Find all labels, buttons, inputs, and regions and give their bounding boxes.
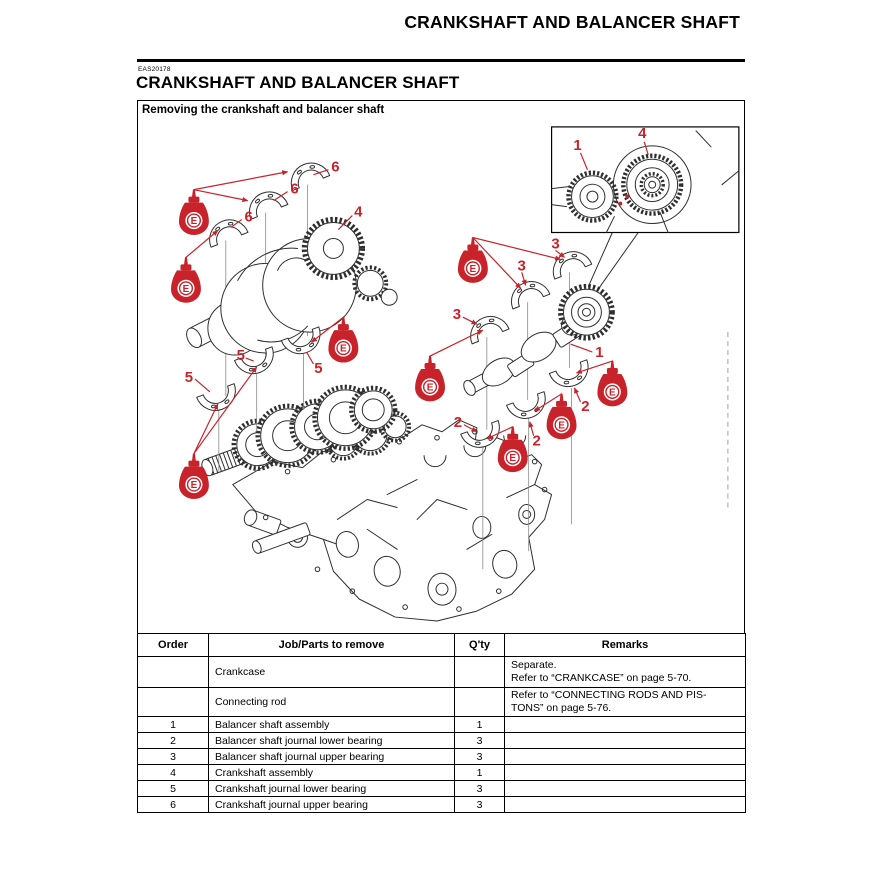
qty-cell: 3 xyxy=(455,797,505,813)
table-row xyxy=(138,797,746,813)
callout-2: 2 xyxy=(581,397,590,415)
callout-3: 3 xyxy=(452,306,462,324)
callout-2: 2 xyxy=(453,413,463,431)
remarks-cell xyxy=(505,717,746,733)
order-cell: 1 xyxy=(138,717,209,733)
header-job: Job/Parts to remove xyxy=(209,634,455,657)
header-qty: Q'ty xyxy=(455,634,505,657)
callout-5: 5 xyxy=(236,347,245,365)
figure-box xyxy=(137,100,745,634)
remarks-cell xyxy=(505,733,746,749)
header-order: Order xyxy=(138,634,209,657)
callout-6: 6 xyxy=(244,208,253,226)
remarks-cell xyxy=(505,749,746,765)
table-row xyxy=(138,781,746,797)
job-cell: Balancer shaft assembly xyxy=(209,717,455,733)
callout-3: 3 xyxy=(517,257,526,275)
table-row xyxy=(138,717,746,733)
parts-table xyxy=(137,633,746,813)
table-row xyxy=(138,688,746,717)
job-cell: Crankcase xyxy=(209,657,455,688)
order-cell: 6 xyxy=(138,797,209,813)
table-header-row xyxy=(138,634,746,657)
section-code: EAS20178 xyxy=(138,66,171,73)
callout-4: 4 xyxy=(354,203,363,221)
remarks-cell xyxy=(505,797,746,813)
balancer-drawing xyxy=(461,286,612,397)
qty-cell: 3 xyxy=(455,781,505,797)
remarks-cell xyxy=(505,765,746,781)
table-row xyxy=(138,657,746,688)
order-cell xyxy=(138,688,209,717)
table-row xyxy=(138,765,746,781)
order-cell: 2 xyxy=(138,733,209,749)
remarks-cell: Refer to “CONNECTING RODS AND PIS- TONS” on page 5-76. xyxy=(505,688,746,717)
running-header: CRANKSHAFT AND BALANCER SHAFT xyxy=(404,12,740,32)
qty-cell xyxy=(455,657,505,688)
qty-cell: 1 xyxy=(455,765,505,781)
callout-5: 5 xyxy=(184,368,194,386)
callout-1: 1 xyxy=(595,344,604,362)
callout-5: 5 xyxy=(314,359,323,377)
table-row xyxy=(138,749,746,765)
remarks-cell xyxy=(505,781,746,797)
order-cell: 3 xyxy=(138,749,209,765)
job-cell: Crankshaft journal upper bearing xyxy=(209,797,455,813)
order-cell xyxy=(138,657,209,688)
job-cell: Connecting rod xyxy=(209,688,455,717)
inset-callout-crank-gear: 4 xyxy=(638,124,647,142)
exploded-diagram xyxy=(138,101,744,633)
qty-cell: 3 xyxy=(455,733,505,749)
job-cell: Balancer shaft journal lower bearing xyxy=(209,733,455,749)
qty-cell: 3 xyxy=(455,749,505,765)
header-rule xyxy=(137,59,745,62)
page-title: CRANKSHAFT AND BALANCER SHAFT xyxy=(136,73,460,92)
callout-6: 6 xyxy=(290,180,299,198)
job-cell: Balancer shaft journal upper bearing xyxy=(209,749,455,765)
table-row xyxy=(138,733,746,749)
order-cell: 5 xyxy=(138,781,209,797)
callout-2: 2 xyxy=(532,432,541,450)
inset-box xyxy=(552,125,739,290)
figure-title: Removing the crankshaft and balancer shaft xyxy=(142,104,385,116)
job-cell: Crankshaft journal lower bearing xyxy=(209,781,455,797)
qty-cell: 1 xyxy=(455,717,505,733)
remarks-cell: Separate. Refer to “CRANKCASE” on page 5-70. xyxy=(505,657,746,688)
inset-callout-balancer-gear: 1 xyxy=(573,136,582,154)
callout-6: 6 xyxy=(331,158,340,176)
job-cell: Crankshaft assembly xyxy=(209,765,455,781)
order-cell: 4 xyxy=(138,765,209,781)
callout-3: 3 xyxy=(551,235,560,253)
qty-cell xyxy=(455,688,505,717)
header-remarks: Remarks xyxy=(505,634,746,657)
